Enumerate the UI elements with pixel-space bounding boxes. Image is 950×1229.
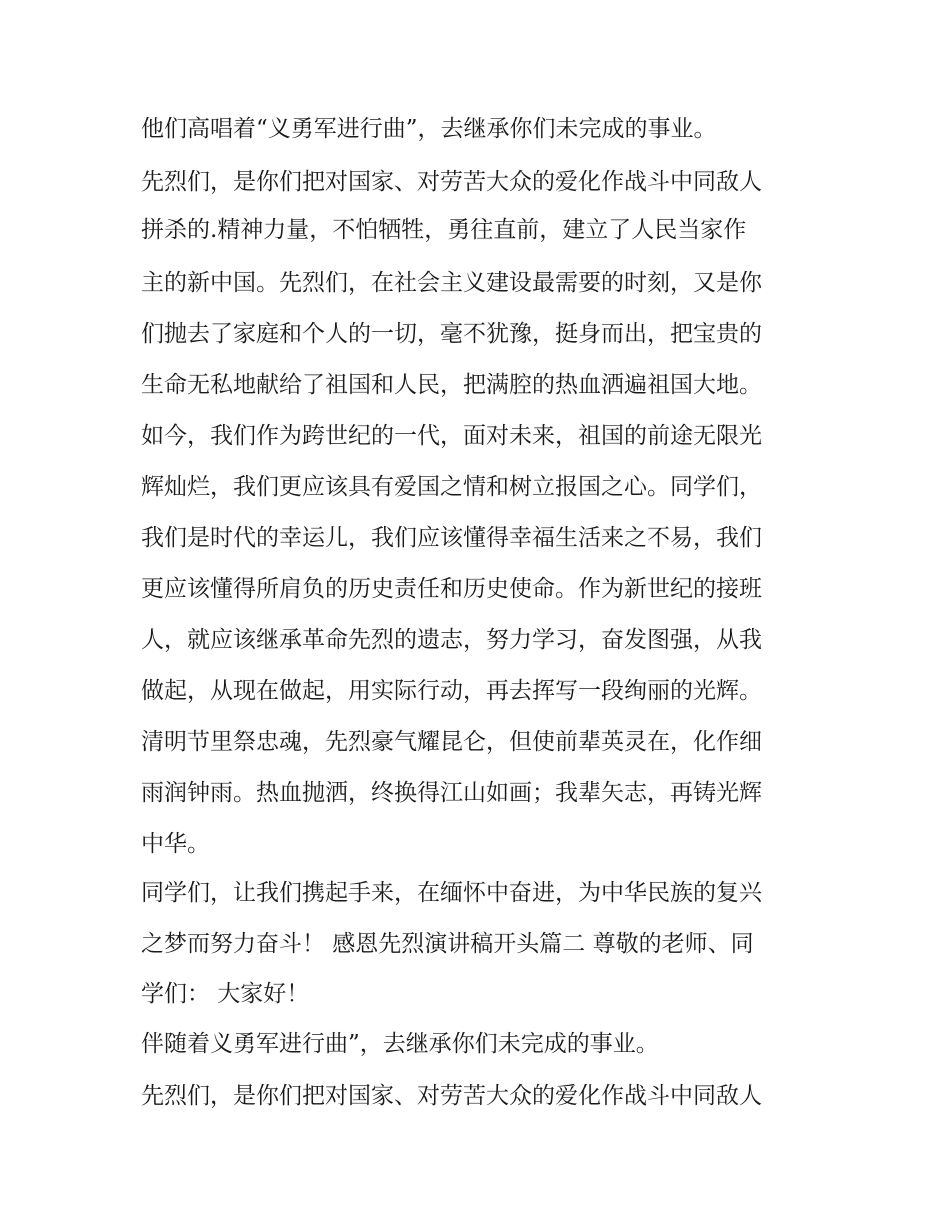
text-line: 之梦而努力奋斗！ 感恩先烈演讲稿开头篇二 尊敬的老师、同: [141, 931, 754, 957]
text-line: 同学们，让我们携起手来，在缅怀中奋进，为中华民族的复兴: [141, 880, 762, 906]
text-line: 主的新中国。先烈们，在社会主义建设最需要的时刻，又是你: [141, 270, 762, 296]
text-line: 清明节里祭忠魂，先烈豪气耀昆仑，但使前辈英灵在，化作细: [141, 729, 762, 755]
text-line: 他们高唱着“义勇军进行曲”，去继承你们未完成的事业。: [141, 116, 717, 142]
text-line: 们抛去了家庭和个人的一切，毫不犹豫，挺身而出，把宝贵的: [141, 321, 762, 347]
text-line: 辉灿烂，我们更应该具有爱国之情和树立报国之心。同学们，: [141, 474, 762, 500]
text-line: 先烈们，是你们把对国家、对劳苦大众的爱化作战斗中同敌人: [141, 1083, 762, 1109]
text-line: 人，就应该继承革命先烈的遗志，努力学习，奋发图强，从我: [141, 627, 762, 653]
text-line: 雨润钟雨。热血抛洒，终换得江山如画；我辈矢志，再铸光辉: [141, 780, 762, 806]
text-line: 伴随着义勇军进行曲”，去继承你们未完成的事业。: [141, 1031, 659, 1057]
text-line: 先烈们，是你们把对国家、对劳苦大众的爱化作战斗中同敌人: [141, 169, 762, 195]
text-line: 学们： 大家好！: [141, 981, 310, 1007]
text-line: 做起，从现在做起，用实际行动，再去挥写一段绚丽的光辉。: [141, 678, 762, 704]
text-line: 我们是时代的幸运儿，我们应该懂得幸福生活来之不易，我们: [141, 525, 762, 551]
text-line: 生命无私地献给了祖国和人民，把满腔的热血洒遍祖国大地。: [141, 372, 762, 398]
text-line: 如今，我们作为跨世纪的一代，面对未来，祖国的前途无限光: [141, 423, 762, 449]
text-line: 更应该懂得所肩负的历史责任和历史使命。作为新世纪的接班: [141, 576, 762, 602]
text-line: 中华。: [141, 831, 210, 857]
text-line: 拼杀的.精神力量，不怕牺牲，勇往直前，建立了人民当家作: [141, 217, 747, 243]
